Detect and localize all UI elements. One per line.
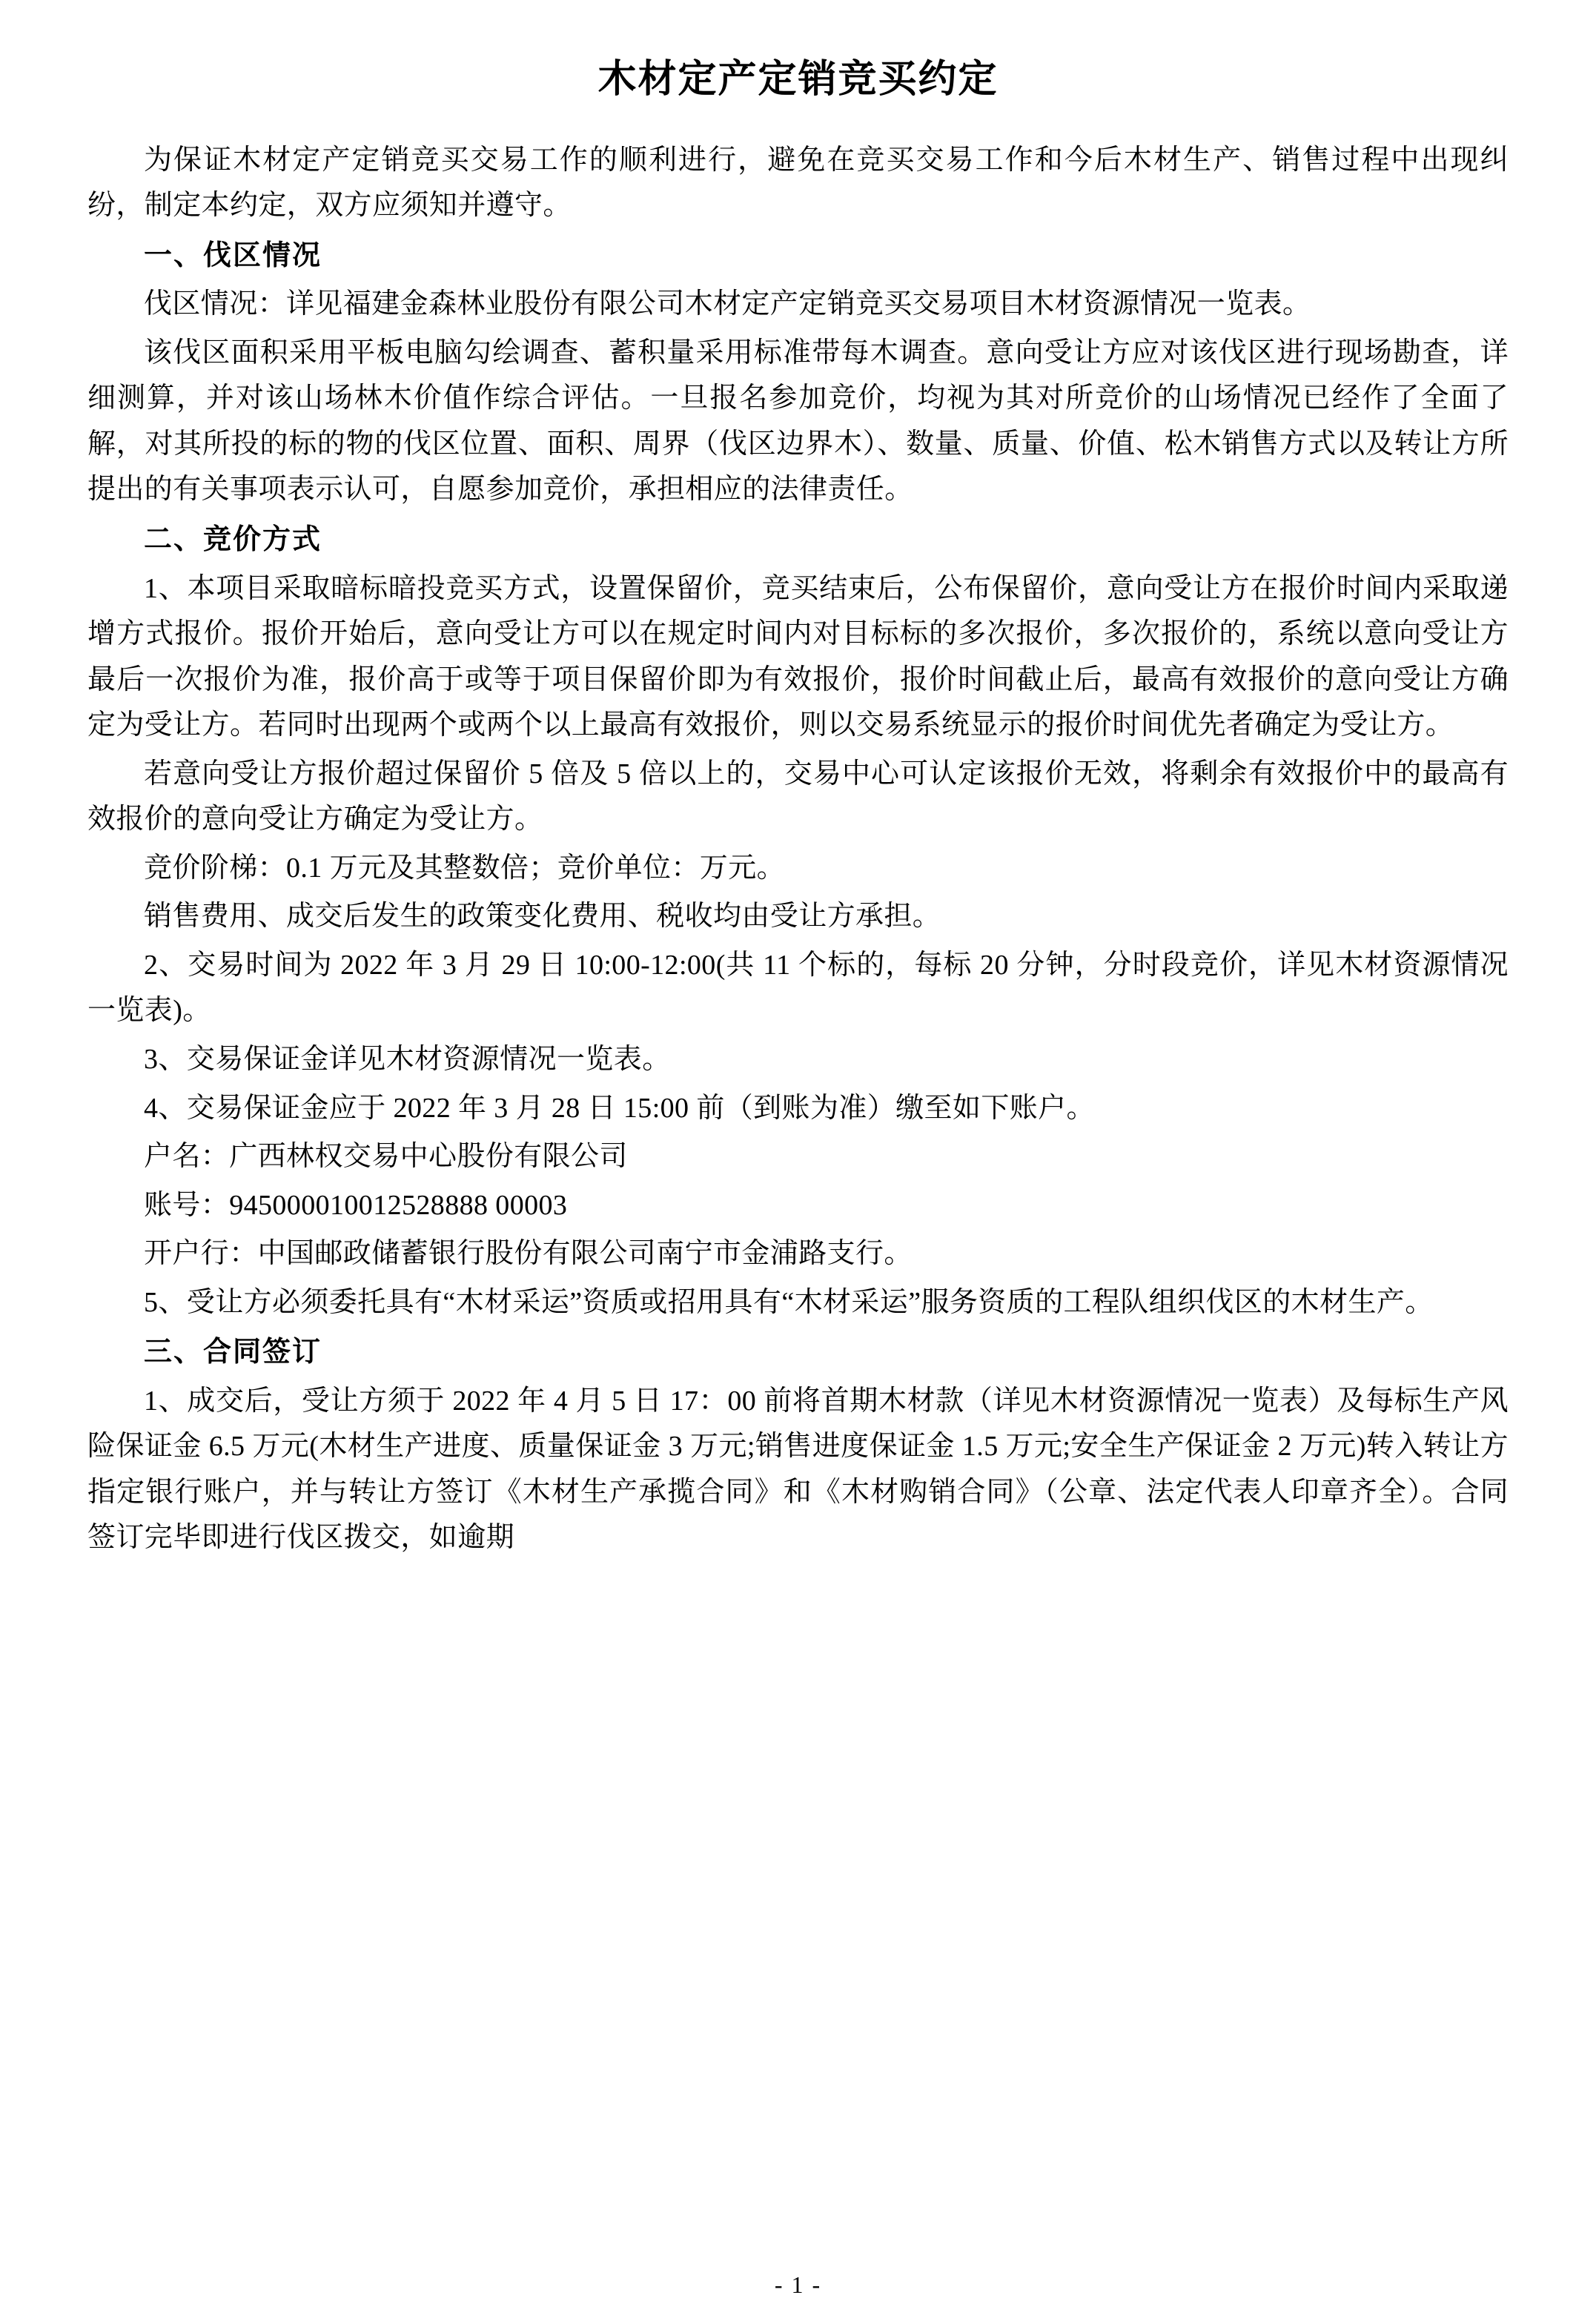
page-number: - 1 - bbox=[774, 2271, 822, 2298]
paragraph-trade-time: 2、交易时间为 2022 年 3 月 29 日 10:00-12:00(共 11 个标的，每标 20 分钟，分时段竞价，详见木材资源情况一览表)。 bbox=[87, 949, 1509, 1027]
paragraph-deposit-ref: 3、交易保证金详见木材资源情况一览表。 bbox=[144, 1043, 671, 1075]
paragraph-fees: 销售费用、成交后发生的政策变化费用、税收均由受让方承担。 bbox=[144, 901, 941, 933]
paragraph-intro: 为保证木材定产定销竞买交易工作的顺利进行，避免在竞买交易工作和今后木材生产、销售过程中出现纠纷，制定本约定，双方应须知并遵守。 bbox=[87, 144, 1509, 222]
document-body bbox=[87, 138, 1509, 1561]
paragraph-bid-step: 竞价阶梯：0.1 万元及其整数倍；竞价单位：万元。 bbox=[144, 852, 786, 884]
paragraph-cutting-area-ref: 伐区情况：详见福建金森林业股份有限公司木材定产定销竞买交易项目木材资源情况一览表。 bbox=[144, 288, 1311, 320]
paragraph-bid-cap: 若意向受让方报价超过保留价 5 倍及 5 倍以上的，交易中心可认定该报价无效，将剩余有效报价中的最高有效报价的意向受让方确定为受让方。 bbox=[87, 758, 1509, 835]
paragraph-deposit-deadline: 4、交易保证金应于 2022 年 3 月 28 日 15:00 前（到账为准）缴至如下账户。 bbox=[144, 1092, 1095, 1124]
paragraph-cutting-area-survey: 该伐区面积采用平板电脑勾绘调查、蓄积量采用标准带每木调查。意向受让方应对该伐区进行现场勘查，详细测算，并对该山场林木价值作综合评估。一旦报名参加竞价，均视为其对所竞价的山场情况已经作了全面了解，对其所投的标的物的伐区位置、面积、周界（伐区边界木）、数量、质量、价值、松木销售方式以及转让方所提出的有关事项表示认可，自愿参加竞价，承担相应的法律责任。 bbox=[87, 337, 1509, 506]
paragraph-account-bank: 开户行：中国邮政储蓄银行股份有限公司南宁市金浦路支行。 bbox=[144, 1238, 913, 1270]
paragraph-account-number: 账号：945000010012528888 00003 bbox=[144, 1189, 568, 1221]
page-title: 木材定产定销竞买约定 bbox=[597, 59, 999, 101]
section-heading-1: 一、伐区情况 bbox=[144, 239, 322, 271]
paragraph-account-name: 户名：广西林权交易中心股份有限公司 bbox=[144, 1141, 628, 1173]
paragraph-bidding-method: 1、本项目采取暗标暗投竞买方式，设置保留价，竞买结束后，公布保留价，意向受让方在报价时间内采取递增方式报价。报价开始后，意向受让方可以在规定时间内对目标标的多次报价，多次报价的，系统以意向受让方最后一次报价为准，报价高于或等于项目保留价即为有效报价，报价时间截止后，最高有效报价的意向受让方确定为受让方。若同时出现两个或两个以上最高有效报价，则以交易系统显示的报价时间优先者确定为受让方。 bbox=[87, 572, 1509, 741]
paragraph-qualification: 5、受让方必须委托具有“木材采运”资质或招用具有“木材采运”服务资质的工程队组织伐区的木材生产。 bbox=[144, 1286, 1434, 1318]
paragraph-contract-signing: 1、成交后，受让方须于 2022 年 4 月 5 日 17：00 前将首期木材款（详见木材资源情况一览表）及每标生产风险保证金 6.5 万元(木材生产进度、质量保证金 3 万元;销售进度保证金 1.5 万元;安全生产保证金 2 万元)转入转让方指定银行账户，并与转让方签订《木材生产承揽合同》和《木材购销合同》（公章、法定代表人印章齐全）。合同签订完毕即进行伐区拨交，如逾期 bbox=[87, 1385, 1509, 1554]
section-heading-3: 三、合同签订 bbox=[144, 1337, 322, 1368]
section-heading-2: 二、竞价方式 bbox=[144, 523, 322, 555]
